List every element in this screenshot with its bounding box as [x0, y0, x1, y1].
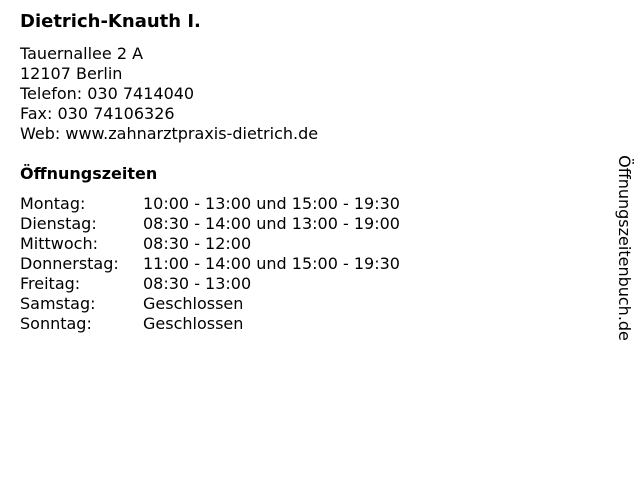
time-range: Geschlossen: [143, 314, 244, 333]
day-label: Samstag:: [20, 294, 96, 313]
address-block: [20, 44, 318, 144]
time-range: 11:00 - 14:00 und 15:00 - 19:30: [143, 254, 400, 273]
time-range: 10:00 - 13:00 und 15:00 - 19:30: [143, 194, 400, 213]
fax-number: Fax: 030 74106326: [20, 104, 175, 123]
site-watermark: Öffnungszeitenbuch.de: [615, 155, 634, 341]
business-name: Dietrich-Knauth I.: [20, 11, 201, 32]
day-label: Dienstag:: [20, 214, 97, 233]
postal-city: 12107 Berlin: [20, 64, 123, 83]
phone-number: Telefon: 030 7414040: [20, 84, 195, 103]
day-label: Freitag:: [20, 274, 81, 293]
website: Web: www.zahnarztpraxis-dietrich.de: [20, 124, 319, 143]
day-label: Donnerstag:: [20, 254, 119, 273]
day-label: Sonntag:: [20, 314, 92, 333]
time-range: 08:30 - 14:00 und 13:00 - 19:00: [143, 214, 400, 233]
day-label: Montag:: [20, 194, 86, 213]
day-label: Mittwoch:: [20, 234, 98, 253]
time-range: Geschlossen: [143, 294, 244, 313]
time-range: 08:30 - 13:00: [143, 274, 252, 293]
time-range: 08:30 - 12:00: [143, 234, 252, 253]
opening-hours-heading: Öffnungszeiten: [20, 164, 158, 183]
street-address: Tauernallee 2 A: [20, 44, 144, 63]
